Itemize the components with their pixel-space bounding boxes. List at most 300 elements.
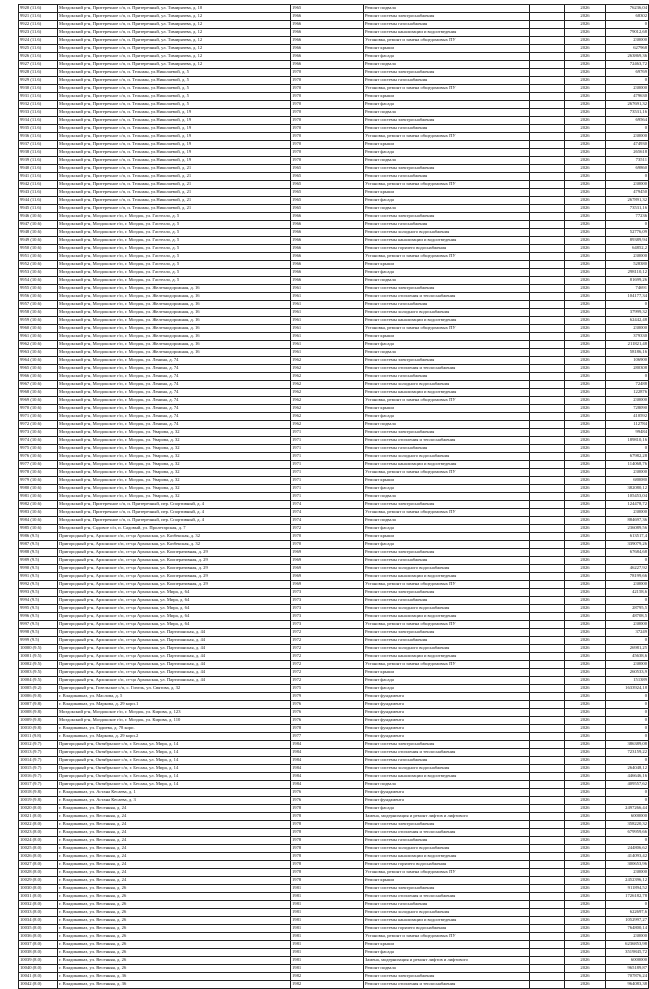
year-cell: 1981 xyxy=(291,885,364,893)
cost-cell: 114068,76 xyxy=(606,461,649,469)
year-cell: 1970 xyxy=(291,101,364,109)
plan-year-cell: 2026 xyxy=(565,765,606,773)
work-type-cell: Ремонт системы газоснабжения xyxy=(364,373,530,381)
plan-year-cell: 2026 xyxy=(565,165,606,173)
blank-cell xyxy=(530,197,565,205)
plan-year-cell: 2026 xyxy=(565,661,606,669)
row-number-cell: 10005 (9.2) xyxy=(19,685,58,693)
work-type-cell: Ремонт подвала xyxy=(364,157,530,165)
table-row xyxy=(19,549,649,557)
plan-year-cell: 2026 xyxy=(565,565,606,573)
work-type-cell: Ремонт подвала xyxy=(364,109,530,117)
plan-year-cell: 2026 xyxy=(565,869,606,877)
year-cell: 1978 xyxy=(291,877,364,885)
year-cell: 1971 xyxy=(291,477,364,485)
address-cell: Пригородный р-н, Архонское с/п, ст-ца Архонская, ул. Кооперативная, д. 29 xyxy=(58,573,291,581)
address-cell: Пригородный р-н, Архонское с/п, ст-ца Архонская, ул. Кооперативная, д. 29 xyxy=(58,557,291,565)
table-row xyxy=(19,189,649,197)
plan-year-cell: 2026 xyxy=(565,781,606,789)
blank-cell xyxy=(530,237,565,245)
blank-cell xyxy=(530,85,565,93)
year-cell: 1962 xyxy=(291,397,364,405)
row-number-cell: 9996 (9.5) xyxy=(19,613,58,621)
address-cell: Моздокский р-н, Моздокское г/п, г. Моздок, ул. Гастелло, д. 5 xyxy=(58,237,291,245)
year-cell: 1970 xyxy=(291,85,364,93)
address-cell: Моздокский р-н, Притеречное с/п, п. Притеречный, ул. Тимирязева, д. 12 xyxy=(58,21,291,29)
cost-cell: 72488 xyxy=(606,381,649,389)
cost-cell: 679959,66 xyxy=(606,829,649,837)
table-row xyxy=(19,941,649,949)
table-row xyxy=(19,589,649,597)
plan-year-cell: 2026 xyxy=(565,637,606,645)
blank-cell xyxy=(530,941,565,949)
address-cell: Моздокский р-н, Притеречное с/п, п. Тельман, ул.Николаевой, д. 21 xyxy=(58,205,291,213)
plan-year-cell: 2026 xyxy=(565,581,606,589)
blank-cell xyxy=(530,589,565,597)
year-cell: 1981 xyxy=(291,909,364,917)
work-type-cell: Ремонт фасада xyxy=(364,53,530,61)
year-cell: 1984 xyxy=(291,757,364,765)
blank-cell xyxy=(530,205,565,213)
blank-cell xyxy=(530,533,565,541)
blank-cell xyxy=(530,701,565,709)
year-cell: 1972 xyxy=(291,629,364,637)
row-number-cell: 9949 (10.6) xyxy=(19,237,58,245)
blank-cell xyxy=(530,741,565,749)
plan-year-cell: 2026 xyxy=(565,13,606,21)
year-cell: 1978 xyxy=(291,813,364,821)
row-number-cell: 10002 (9.5) xyxy=(19,661,58,669)
row-number-cell: 9968 (10.6) xyxy=(19,389,58,397)
address-cell: г. Владикавказ, ул. Весенняя, д. 24 xyxy=(58,877,291,885)
address-cell: Пригородный р-н, Архонское с/п, ст-ца Архонская, ул. Партизанская, д. 44 xyxy=(58,677,291,685)
work-type-cell: Ремонт системы газоснабжения xyxy=(364,221,530,229)
table-row xyxy=(19,381,649,389)
row-number-cell: 9932 (11.6) xyxy=(19,101,58,109)
table-row xyxy=(19,341,649,349)
blank-cell xyxy=(530,365,565,373)
table-row xyxy=(19,205,649,213)
table-row xyxy=(19,453,649,461)
blank-cell xyxy=(530,525,565,533)
year-cell: 1976 xyxy=(291,717,364,725)
row-number-cell: 10031 (8.0) xyxy=(19,893,58,901)
year-cell: 1966 xyxy=(291,277,364,285)
blank-cell xyxy=(530,357,565,365)
work-type-cell: Ремонт фасада xyxy=(364,197,530,205)
cost-cell: 0 xyxy=(606,21,649,29)
table-row xyxy=(19,837,649,845)
row-number-cell: 9938 (11.6) xyxy=(19,149,58,157)
cost-cell: 6000000 xyxy=(606,813,649,821)
blank-cell xyxy=(530,493,565,501)
cost-cell: 0 xyxy=(606,725,649,733)
plan-year-cell: 2026 xyxy=(565,133,606,141)
address-cell: г. Владикавказ, ул. Весенняя, д. 26 xyxy=(58,901,291,909)
work-type-cell: Установка, ремонт и замена общедомовых ПУ xyxy=(364,933,530,941)
address-cell: г. Владикавказ, ул. Весенняя, д. 26 xyxy=(58,909,291,917)
row-number-cell: 9983 (10.6) xyxy=(19,509,58,517)
work-type-cell: Ремонт системы электроснабжения xyxy=(364,501,530,509)
row-number-cell: 9934 (11.6) xyxy=(19,117,58,125)
year-cell: 1966 xyxy=(291,53,364,61)
cost-cell: 0 xyxy=(606,901,649,909)
work-type-cell: Установка, ремонт и замена общедомовых ПУ xyxy=(364,621,530,629)
blank-cell xyxy=(530,61,565,69)
blank-cell xyxy=(530,557,565,565)
table-row xyxy=(19,357,649,365)
plan-year-cell: 2026 xyxy=(565,917,606,925)
address-cell: Пригородный р-н, Архонское с/п, ст-ца Архонская, ул. Кооперативная, д. 29 xyxy=(58,565,291,573)
table-row xyxy=(19,925,649,933)
plan-year-cell: 2026 xyxy=(565,485,606,493)
year-cell: 1966 xyxy=(291,61,364,69)
address-cell: Пригородный р-н, Архонское с/п, ст-ца Архонская, ул. Кооперативная, д. 29 xyxy=(58,549,291,557)
year-cell: 1972 xyxy=(291,645,364,653)
plan-year-cell: 2026 xyxy=(565,797,606,805)
plan-year-cell: 2026 xyxy=(565,381,606,389)
work-type-cell: Ремонт системы газоснабжения xyxy=(364,301,530,309)
address-cell: Моздокский р-н, Моздокское г/п, г. Моздок, ул. Железнодорожная, д. 16 xyxy=(58,333,291,341)
row-number-cell: 10038 (8.0) xyxy=(19,949,58,957)
row-number-cell: 9971 (10.6) xyxy=(19,413,58,421)
blank-cell xyxy=(530,877,565,885)
work-type-cell: Ремонт системы газоснабжения xyxy=(364,557,530,565)
row-number-cell: 10030 (8.0) xyxy=(19,885,58,893)
work-type-cell: Ремонт системы холодного водоснабжения xyxy=(364,309,530,317)
address-cell: Моздокский р-н, Моздокское г/п, г. Моздок, ул. Уварова, д. 32 xyxy=(58,493,291,501)
address-cell: Моздокский р-н, Моздокское г/п, г. Моздок, ул. Железнодорожная, д. 16 xyxy=(58,301,291,309)
table-row xyxy=(19,333,649,341)
year-cell: 1966 xyxy=(291,261,364,269)
row-number-cell: 9943 (11.6) xyxy=(19,189,58,197)
blank-cell xyxy=(530,261,565,269)
blank-cell xyxy=(530,501,565,509)
table-row xyxy=(19,421,649,429)
table-row xyxy=(19,765,649,773)
cost-cell: 236089,56 xyxy=(606,525,649,533)
work-type-cell: Ремонт системы электроснабжения xyxy=(364,69,530,77)
blank-cell xyxy=(530,909,565,917)
row-number-cell: 10035 (8.0) xyxy=(19,925,58,933)
plan-year-cell: 2026 xyxy=(565,821,606,829)
row-number-cell: 9959 (10.6) xyxy=(19,317,58,325)
row-number-cell: 10029 (8.0) xyxy=(19,877,58,885)
year-cell: 1970 xyxy=(291,109,364,117)
table-row xyxy=(19,85,649,93)
cost-cell: 52776,09 xyxy=(606,229,649,237)
work-type-cell: Установка, ремонт и замена общедомовых ПУ xyxy=(364,325,530,333)
blank-cell xyxy=(530,189,565,197)
year-cell: 1965 xyxy=(291,197,364,205)
table-row xyxy=(19,677,649,685)
blank-cell xyxy=(530,421,565,429)
table-row xyxy=(19,957,649,965)
table-row xyxy=(19,613,649,621)
row-number-cell: 10015 (9.7) xyxy=(19,765,58,773)
cost-cell: 267891,32 xyxy=(606,197,649,205)
cost-cell: 67982,28 xyxy=(606,453,649,461)
cost-cell: 1052997,27 xyxy=(606,917,649,925)
table-row xyxy=(19,349,649,357)
plan-year-cell: 2026 xyxy=(565,149,606,157)
cost-cell: 78199,66 xyxy=(606,573,649,581)
blank-cell xyxy=(530,165,565,173)
cost-cell: 67684,68 xyxy=(606,549,649,557)
row-number-cell: 10036 (8.0) xyxy=(19,933,58,941)
table-row xyxy=(19,293,649,301)
address-cell: Пригородный р-н, Октябрьское с/п, г. Беслан, ул. Мира, д. 14 xyxy=(58,757,291,765)
plan-year-cell: 2026 xyxy=(565,69,606,77)
year-cell: 1971 xyxy=(291,493,364,501)
table-row xyxy=(19,141,649,149)
plan-year-cell: 2026 xyxy=(565,85,606,93)
plan-year-cell: 2026 xyxy=(565,829,606,837)
cost-cell: 79012,68 xyxy=(606,29,649,37)
cost-cell: 73511 xyxy=(606,157,649,165)
blank-cell xyxy=(530,349,565,357)
blank-cell xyxy=(530,949,565,957)
plan-year-cell: 2026 xyxy=(565,597,606,605)
blank-cell xyxy=(530,661,565,669)
plan-year-cell: 2026 xyxy=(565,101,606,109)
blank-cell xyxy=(530,445,565,453)
plan-year-cell: 2026 xyxy=(565,157,606,165)
year-cell: 1976 xyxy=(291,701,364,709)
cost-cell: 81699,26 xyxy=(606,277,649,285)
work-type-cell: Ремонт системы канализации и водоотведения xyxy=(364,317,530,325)
cost-cell: 6236853,98 xyxy=(606,941,649,949)
row-number-cell: 9921 (11.6) xyxy=(19,13,58,21)
table-row xyxy=(19,501,649,509)
address-cell: Моздокский р-н, Моздокское г/п, г. Моздок, ул. Ленина, д. 74 xyxy=(58,389,291,397)
table-row xyxy=(19,869,649,877)
blank-cell xyxy=(530,797,565,805)
year-cell: 1971 xyxy=(291,469,364,477)
address-cell: г. Владикавказ, ул. Весенняя, д. 36 xyxy=(58,981,291,989)
address-cell: г. Владикавказ, ул. Весенняя, д. 26 xyxy=(58,885,291,893)
row-number-cell: 9976 (10.6) xyxy=(19,453,58,461)
plan-year-cell: 2026 xyxy=(565,701,606,709)
address-cell: г. Владикавказ, ул. Весенняя, д. 26 xyxy=(58,949,291,957)
blank-cell xyxy=(530,773,565,781)
table-row xyxy=(19,901,649,909)
plan-year-cell: 2026 xyxy=(565,981,606,989)
blank-cell xyxy=(530,333,565,341)
year-cell: 1978 xyxy=(291,853,364,861)
year-cell: 1969 xyxy=(291,557,364,565)
plan-year-cell: 2026 xyxy=(565,941,606,949)
year-cell: 1969 xyxy=(291,581,364,589)
row-number-cell: 10016 (9.7) xyxy=(19,773,58,781)
cost-cell: 2497266,44 xyxy=(606,805,649,813)
cost-cell: 613517,4 xyxy=(606,533,649,541)
work-type-cell: Ремонт системы электроснабжения xyxy=(364,117,530,125)
cost-cell: 3519845,72 xyxy=(606,949,649,957)
cost-cell: 230000 xyxy=(606,621,649,629)
blank-cell xyxy=(530,381,565,389)
year-cell: 1965 xyxy=(291,181,364,189)
table-row xyxy=(19,277,649,285)
plan-year-cell: 2026 xyxy=(565,573,606,581)
row-number-cell: 9928 (11.6) xyxy=(19,69,58,77)
blank-cell xyxy=(530,781,565,789)
plan-year-cell: 2026 xyxy=(565,341,606,349)
address-cell: Моздокский р-н, Притеречное с/п, п. Тельман, ул.Николаевой, д. 19 xyxy=(58,117,291,125)
table-row xyxy=(19,581,649,589)
address-cell: Моздокский р-н, Моздокское г/п, г. Моздок, ул. Уварова, д. 32 xyxy=(58,485,291,493)
address-cell: Моздокский р-н, Притеречное с/п, п. Тельман, ул.Николаевой, д. 19 xyxy=(58,125,291,133)
blank-cell xyxy=(530,789,565,797)
row-number-cell: 10023 (8.0) xyxy=(19,829,58,837)
work-type-cell: Ремонт фундамента xyxy=(364,701,530,709)
work-type-cell: Ремонт системы канализации и водоотведения xyxy=(364,613,530,621)
cost-cell: 37999,32 xyxy=(606,309,649,317)
cost-cell: 77236 xyxy=(606,213,649,221)
table-row xyxy=(19,909,649,917)
row-number-cell: 9958 (10.6) xyxy=(19,309,58,317)
cost-cell: 211821,48 xyxy=(606,341,649,349)
table-row xyxy=(19,253,649,261)
row-number-cell: 10019 (9.8) xyxy=(19,797,58,805)
year-cell: 1974 xyxy=(291,501,364,509)
row-number-cell: 9925 (11.6) xyxy=(19,45,58,53)
table-row xyxy=(19,29,649,37)
address-cell: Моздокский р-н, Притеречное с/п, п. Притеречный, пер. Спортивный, д. 4 xyxy=(58,501,291,509)
year-cell: 1970 xyxy=(291,125,364,133)
year-cell: 1984 xyxy=(291,749,364,757)
plan-year-cell: 2026 xyxy=(565,421,606,429)
address-cell: Пригородный р-н, Октябрьское с/п, г. Беслан, ул. Мира, д. 14 xyxy=(58,741,291,749)
blank-cell xyxy=(530,101,565,109)
row-number-cell: 9974 (10.6) xyxy=(19,437,58,445)
year-cell: 1961 xyxy=(291,341,364,349)
year-cell: 1973 xyxy=(291,605,364,613)
table-row xyxy=(19,37,649,45)
year-cell: 1978 xyxy=(291,725,364,733)
year-cell: 1962 xyxy=(291,421,364,429)
row-number-cell: 9995 (9.5) xyxy=(19,605,58,613)
cost-cell: 379330 xyxy=(606,333,649,341)
plan-year-cell: 2026 xyxy=(565,973,606,981)
work-type-cell: Ремонт системы газоснабжения xyxy=(364,901,530,909)
table-row xyxy=(19,237,649,245)
row-number-cell: 9982 (10.6) xyxy=(19,501,58,509)
work-type-cell: Ремонт системы электроснабжения xyxy=(364,13,530,21)
address-cell: г. Владикавказ, ул. Весенняя, д. 24 xyxy=(58,861,291,869)
work-type-cell: Ремонт фундамента xyxy=(364,797,530,805)
plan-year-cell: 2026 xyxy=(565,629,606,637)
work-type-cell: Ремонт системы электроснабжения xyxy=(364,165,530,173)
year-cell: 1966 xyxy=(291,29,364,37)
blank-cell xyxy=(530,373,565,381)
work-type-cell: Ремонт крыши xyxy=(364,533,530,541)
row-number-cell: 9955 (10.6) xyxy=(19,285,58,293)
row-number-cell: 10034 (8.0) xyxy=(19,917,58,925)
address-cell: Моздокский р-н, Моздокское г/п, г. Моздок, ул. Уварова, д. 32 xyxy=(58,469,291,477)
table-row xyxy=(19,309,649,317)
address-cell: Моздокский р-н, Моздокское г/п, г. Моздок, ул. Железнодорожная, д. 16 xyxy=(58,309,291,317)
blank-cell xyxy=(530,285,565,293)
cost-cell: 911894,52 xyxy=(606,885,649,893)
blank-cell xyxy=(530,245,565,253)
plan-year-cell: 2026 xyxy=(565,77,606,85)
plan-year-cell: 2026 xyxy=(565,109,606,117)
blank-cell xyxy=(530,629,565,637)
address-cell: Пригородный р-н, Архонское с/п, ст-ца Архонская, ул. Партизанская, д. 44 xyxy=(58,645,291,653)
plan-year-cell: 2026 xyxy=(565,461,606,469)
address-cell: г. Владикавказ, ул. Весенняя, д. 24 xyxy=(58,821,291,829)
table-row xyxy=(19,317,649,325)
blank-cell xyxy=(530,541,565,549)
blank-cell xyxy=(530,133,565,141)
plan-year-cell: 2026 xyxy=(565,301,606,309)
row-number-cell: 10007 (9.8) xyxy=(19,701,58,709)
year-cell: 1984 xyxy=(291,741,364,749)
cost-cell: 723159,22 xyxy=(606,749,649,757)
address-cell: Моздокский р-н, Притеречное с/п, п. Тельман, ул.Николаевой, д. 19 xyxy=(58,141,291,149)
plan-year-cell: 2026 xyxy=(565,645,606,653)
year-cell: 1970 xyxy=(291,157,364,165)
table-row xyxy=(19,565,649,573)
blank-cell xyxy=(530,957,565,965)
blank-cell xyxy=(530,5,565,13)
work-type-cell: Ремонт крыши xyxy=(364,405,530,413)
work-type-cell: Ремонт фундамента xyxy=(364,789,530,797)
address-cell: Пригородный р-н, Архонское с/п, ст-ца Архонская, ул. Мира, д. 64 xyxy=(58,621,291,629)
blank-cell xyxy=(530,973,565,981)
cost-cell: 382080,12 xyxy=(606,485,649,493)
blank-cell xyxy=(530,565,565,573)
table-row xyxy=(19,741,649,749)
work-type-cell: Ремонт крыши xyxy=(364,261,530,269)
address-cell: Пригородный р-н, Архонское с/п, ст-ца Архонская, ул. Казбекская, д. 32 xyxy=(58,541,291,549)
row-number-cell: 9941 (11.6) xyxy=(19,173,58,181)
table-row xyxy=(19,917,649,925)
row-number-cell: 10013 (9.7) xyxy=(19,749,58,757)
cost-cell: 0 xyxy=(606,733,649,741)
work-type-cell: Ремонт крыши xyxy=(364,941,530,949)
row-number-cell: 9960 (10.6) xyxy=(19,325,58,333)
year-cell: 1970 xyxy=(291,141,364,149)
work-type-cell: Ремонт фасада xyxy=(364,525,530,533)
repair-program-table xyxy=(18,4,649,989)
year-cell: 1978 xyxy=(291,821,364,829)
row-number-cell: 10042 (8.0) xyxy=(19,981,58,989)
blank-cell xyxy=(530,605,565,613)
blank-cell xyxy=(530,637,565,645)
cost-cell: 189810,16 xyxy=(606,437,649,445)
blank-cell xyxy=(530,109,565,117)
work-type-cell: Ремонт подвала xyxy=(364,781,530,789)
cost-cell: 230000 xyxy=(606,581,649,589)
cost-cell: 627968 xyxy=(606,45,649,53)
plan-year-cell: 2026 xyxy=(565,21,606,29)
blank-cell xyxy=(530,573,565,581)
address-cell: Моздокский р-н, Моздокское г/п, г. Моздок, ул. Железнодорожная, д. 16 xyxy=(58,325,291,333)
row-number-cell: 10032 (8.0) xyxy=(19,901,58,909)
work-type-cell: Ремонт системы холодного водоснабжения xyxy=(364,845,530,853)
work-type-cell: Ремонт подвала xyxy=(364,421,530,429)
year-cell: 1976 xyxy=(291,789,364,797)
table-row xyxy=(19,885,649,893)
plan-year-cell: 2026 xyxy=(565,397,606,405)
plan-year-cell: 2026 xyxy=(565,237,606,245)
blank-cell xyxy=(530,669,565,677)
table-row xyxy=(19,125,649,133)
address-cell: Моздокский р-н, Моздокское г/п, г. Моздок, ул. Гастелло, д. 5 xyxy=(58,221,291,229)
address-cell: Моздокский р-н, Моздокское г/п, г. Моздок, ул. Уварова, д. 32 xyxy=(58,445,291,453)
